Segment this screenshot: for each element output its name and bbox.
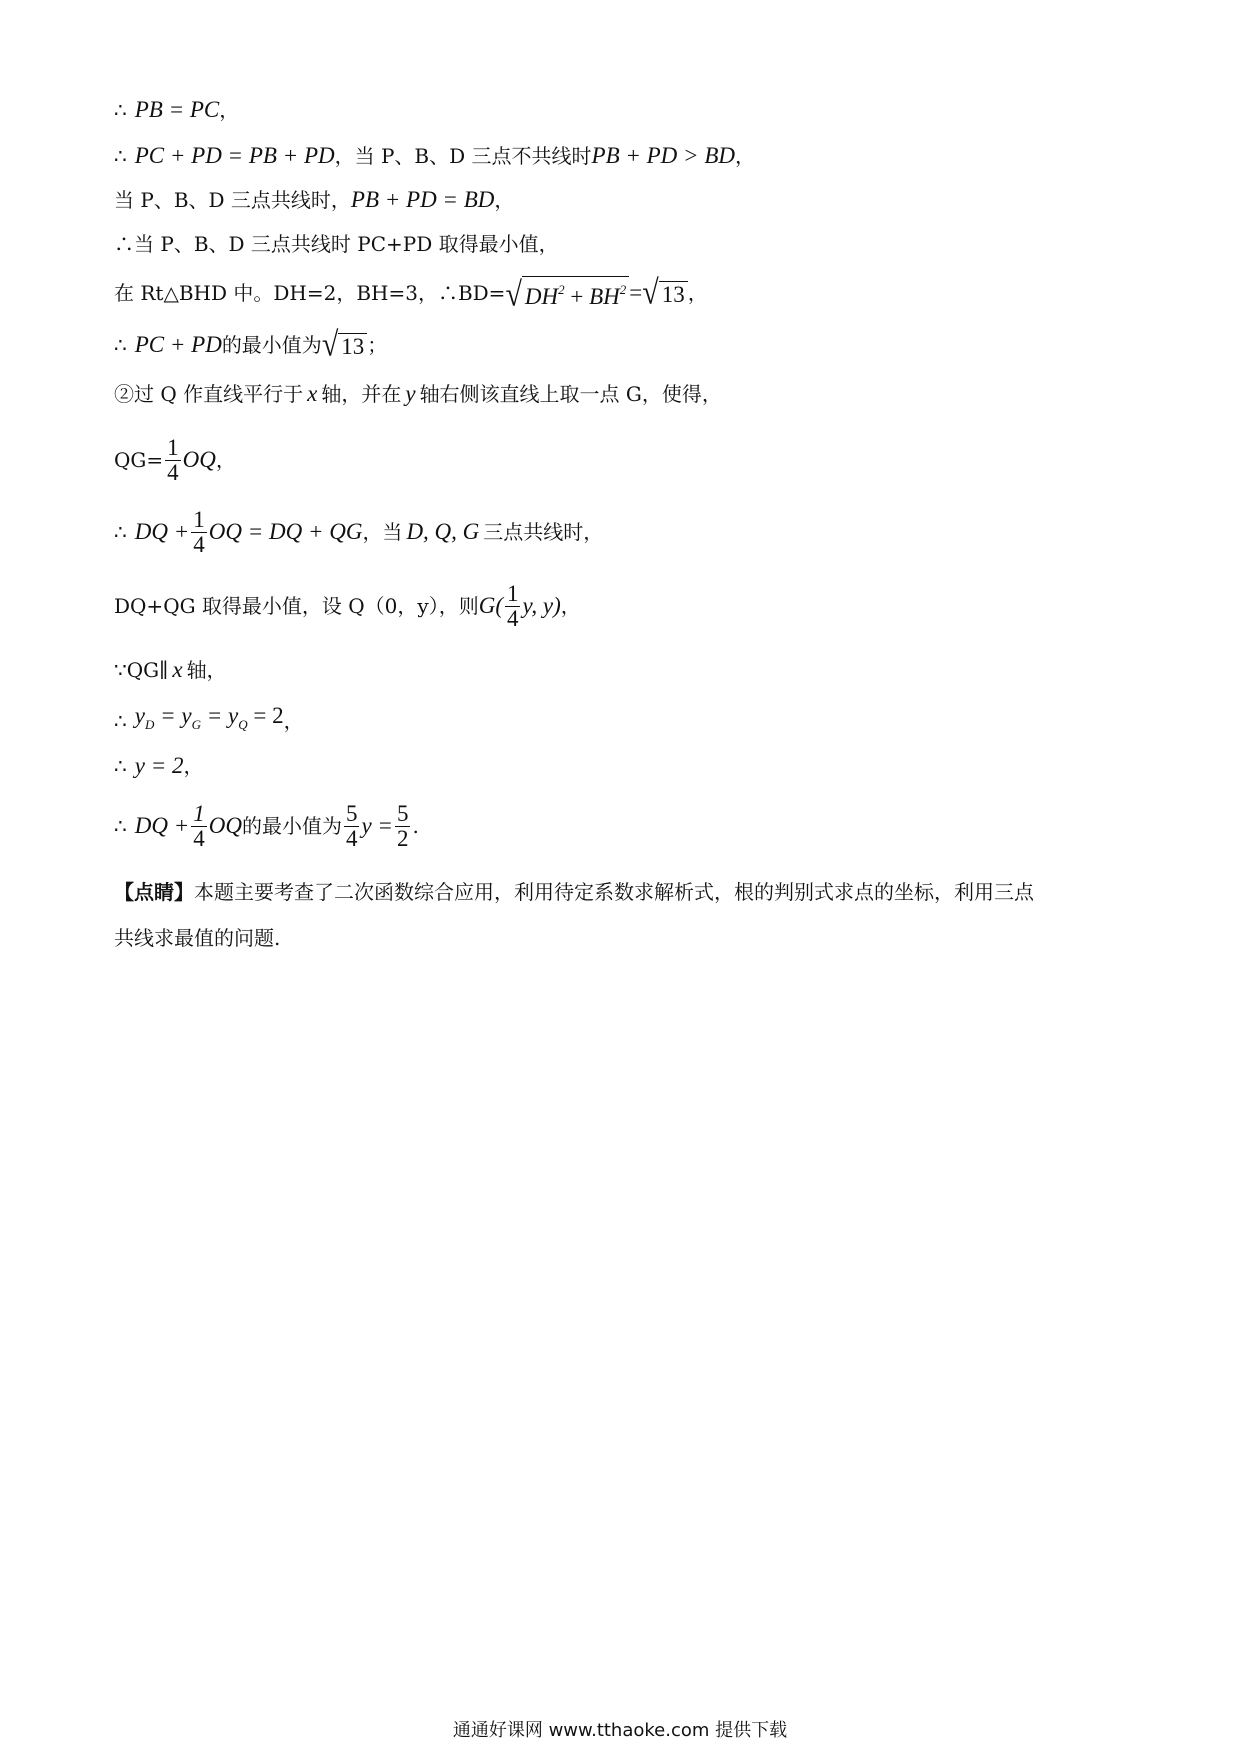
punctuation: ， (183, 754, 204, 778)
numerator: 5 (345, 800, 358, 826)
numerator: 5 (396, 800, 409, 826)
line-4 (114, 230, 559, 258)
radicand: $DH^2 + BH^2$ (522, 276, 629, 310)
variable-x: x (172, 657, 183, 682)
numerator: 1 (193, 800, 205, 826)
equals: = (629, 280, 643, 305)
comment-heading: 【点睛】 (114, 880, 194, 904)
text: 三点共线时， (483, 520, 604, 544)
line-7 (114, 380, 722, 408)
fraction (191, 802, 207, 851)
line-6 (114, 325, 388, 364)
punctuation: ， (560, 594, 581, 618)
punctuation: ， (687, 281, 708, 305)
line-1 (114, 96, 239, 124)
line-15 (114, 878, 1034, 906)
square-root (505, 275, 629, 314)
equation: y = 2 (134, 753, 184, 778)
text: 轴右侧该直线上取一点 G，使得， (419, 382, 722, 406)
denominator: 4 (167, 459, 179, 485)
text: ，当 (362, 520, 403, 544)
equation: OQ = DQ + QG (208, 519, 363, 544)
text: QG= (114, 448, 164, 472)
punctuation: ， (494, 188, 515, 212)
numerator: 1 (506, 580, 519, 606)
text: DQ+QG 取得最小值，设 Q（0，y），则 (114, 594, 479, 618)
denominator: 4 (193, 531, 205, 557)
line-8 (114, 430, 236, 490)
variable-y: y (405, 381, 416, 406)
text: ，当 P、B、D 三点不共线时 (334, 144, 592, 168)
fraction (395, 802, 411, 851)
text: ②过 Q 作直线平行于 (114, 382, 304, 406)
line-5 (114, 273, 708, 314)
radical-sign: √ (505, 275, 522, 314)
line-10 (114, 576, 581, 636)
punctuation: ； (367, 333, 388, 357)
equation: $y_D = y_G = y_Q = 2$ (134, 703, 284, 732)
punctuation: ， (215, 448, 236, 472)
expression: y = (361, 813, 393, 838)
punctuation: . (412, 814, 419, 838)
text: 在 Rt△BHD 中。DH=2，BH=3，∴BD= (114, 281, 506, 305)
therefore-symbol: ∴ (114, 708, 127, 733)
expression: OQ (208, 813, 242, 838)
therefore-symbol: ∴ (114, 333, 127, 357)
line-16 (114, 924, 280, 952)
line-14 (114, 796, 419, 856)
line-2 (114, 142, 755, 170)
denominator: 4 (506, 605, 519, 631)
footer-watermark: 通通好课网 www.tthaoke.com 提供下载 (452, 1720, 788, 1741)
text: 本题主要考查了二次函数综合应用，利用待定系数求解析式，根的判别式求点的坐标，利用三点 (194, 880, 1034, 904)
expression: y, y) (522, 593, 561, 618)
points: D, Q, G (406, 519, 480, 544)
equation: PB + PD = BD (350, 187, 495, 212)
punctuation: ， (734, 144, 755, 168)
numerator: 1 (193, 506, 205, 532)
inequality: PB + PD > BD (591, 143, 735, 168)
radicand: 13 (659, 281, 688, 308)
square-root (321, 325, 367, 364)
point-g: G( (478, 593, 503, 618)
equation: PB = PC (134, 97, 220, 122)
line-12 (114, 702, 304, 739)
fraction (191, 508, 207, 557)
therefore-symbol: ∴ (114, 144, 127, 168)
text: ∵QG∥ (114, 658, 169, 682)
radical-sign: √ (642, 273, 659, 312)
therefore-symbol: ∴ (114, 754, 127, 778)
radicand: 13 (338, 333, 367, 360)
variable-x: x (307, 381, 318, 406)
numerator: 1 (167, 434, 179, 460)
text: ∴当 P、B、D 三点共线时 PC+PD 取得最小值， (114, 232, 559, 256)
expression: DQ + (134, 813, 190, 838)
text: 的最小值为 (221, 333, 322, 357)
line-13 (114, 752, 203, 780)
square-root (642, 273, 687, 312)
therefore-symbol: ∴ (114, 814, 127, 838)
text: 共线求最值的问题. (114, 926, 281, 950)
punctuation: ， (219, 98, 240, 122)
fraction (344, 802, 360, 851)
equation: PC + PD = PB + PD (134, 143, 335, 168)
line-9 (114, 502, 603, 562)
denominator: 4 (345, 825, 358, 851)
radical-sign: √ (321, 325, 339, 364)
punctuation: ， (283, 708, 304, 733)
therefore-symbol: ∴ (114, 98, 127, 122)
text: 轴， (186, 658, 227, 682)
text: 轴，并在 (321, 382, 402, 406)
fraction (505, 582, 521, 631)
line-11 (114, 656, 227, 684)
denominator: 2 (396, 825, 409, 851)
text: 当 P、B、D 三点共线时， (114, 188, 351, 212)
fraction (165, 436, 181, 485)
line-3 (114, 186, 514, 214)
expression: PC + PD (134, 332, 222, 357)
text: 的最小值为 (241, 814, 342, 838)
expression: OQ (182, 447, 216, 472)
denominator: 4 (193, 825, 205, 851)
therefore-symbol: ∴ (114, 520, 127, 544)
expression: DQ + (134, 519, 190, 544)
